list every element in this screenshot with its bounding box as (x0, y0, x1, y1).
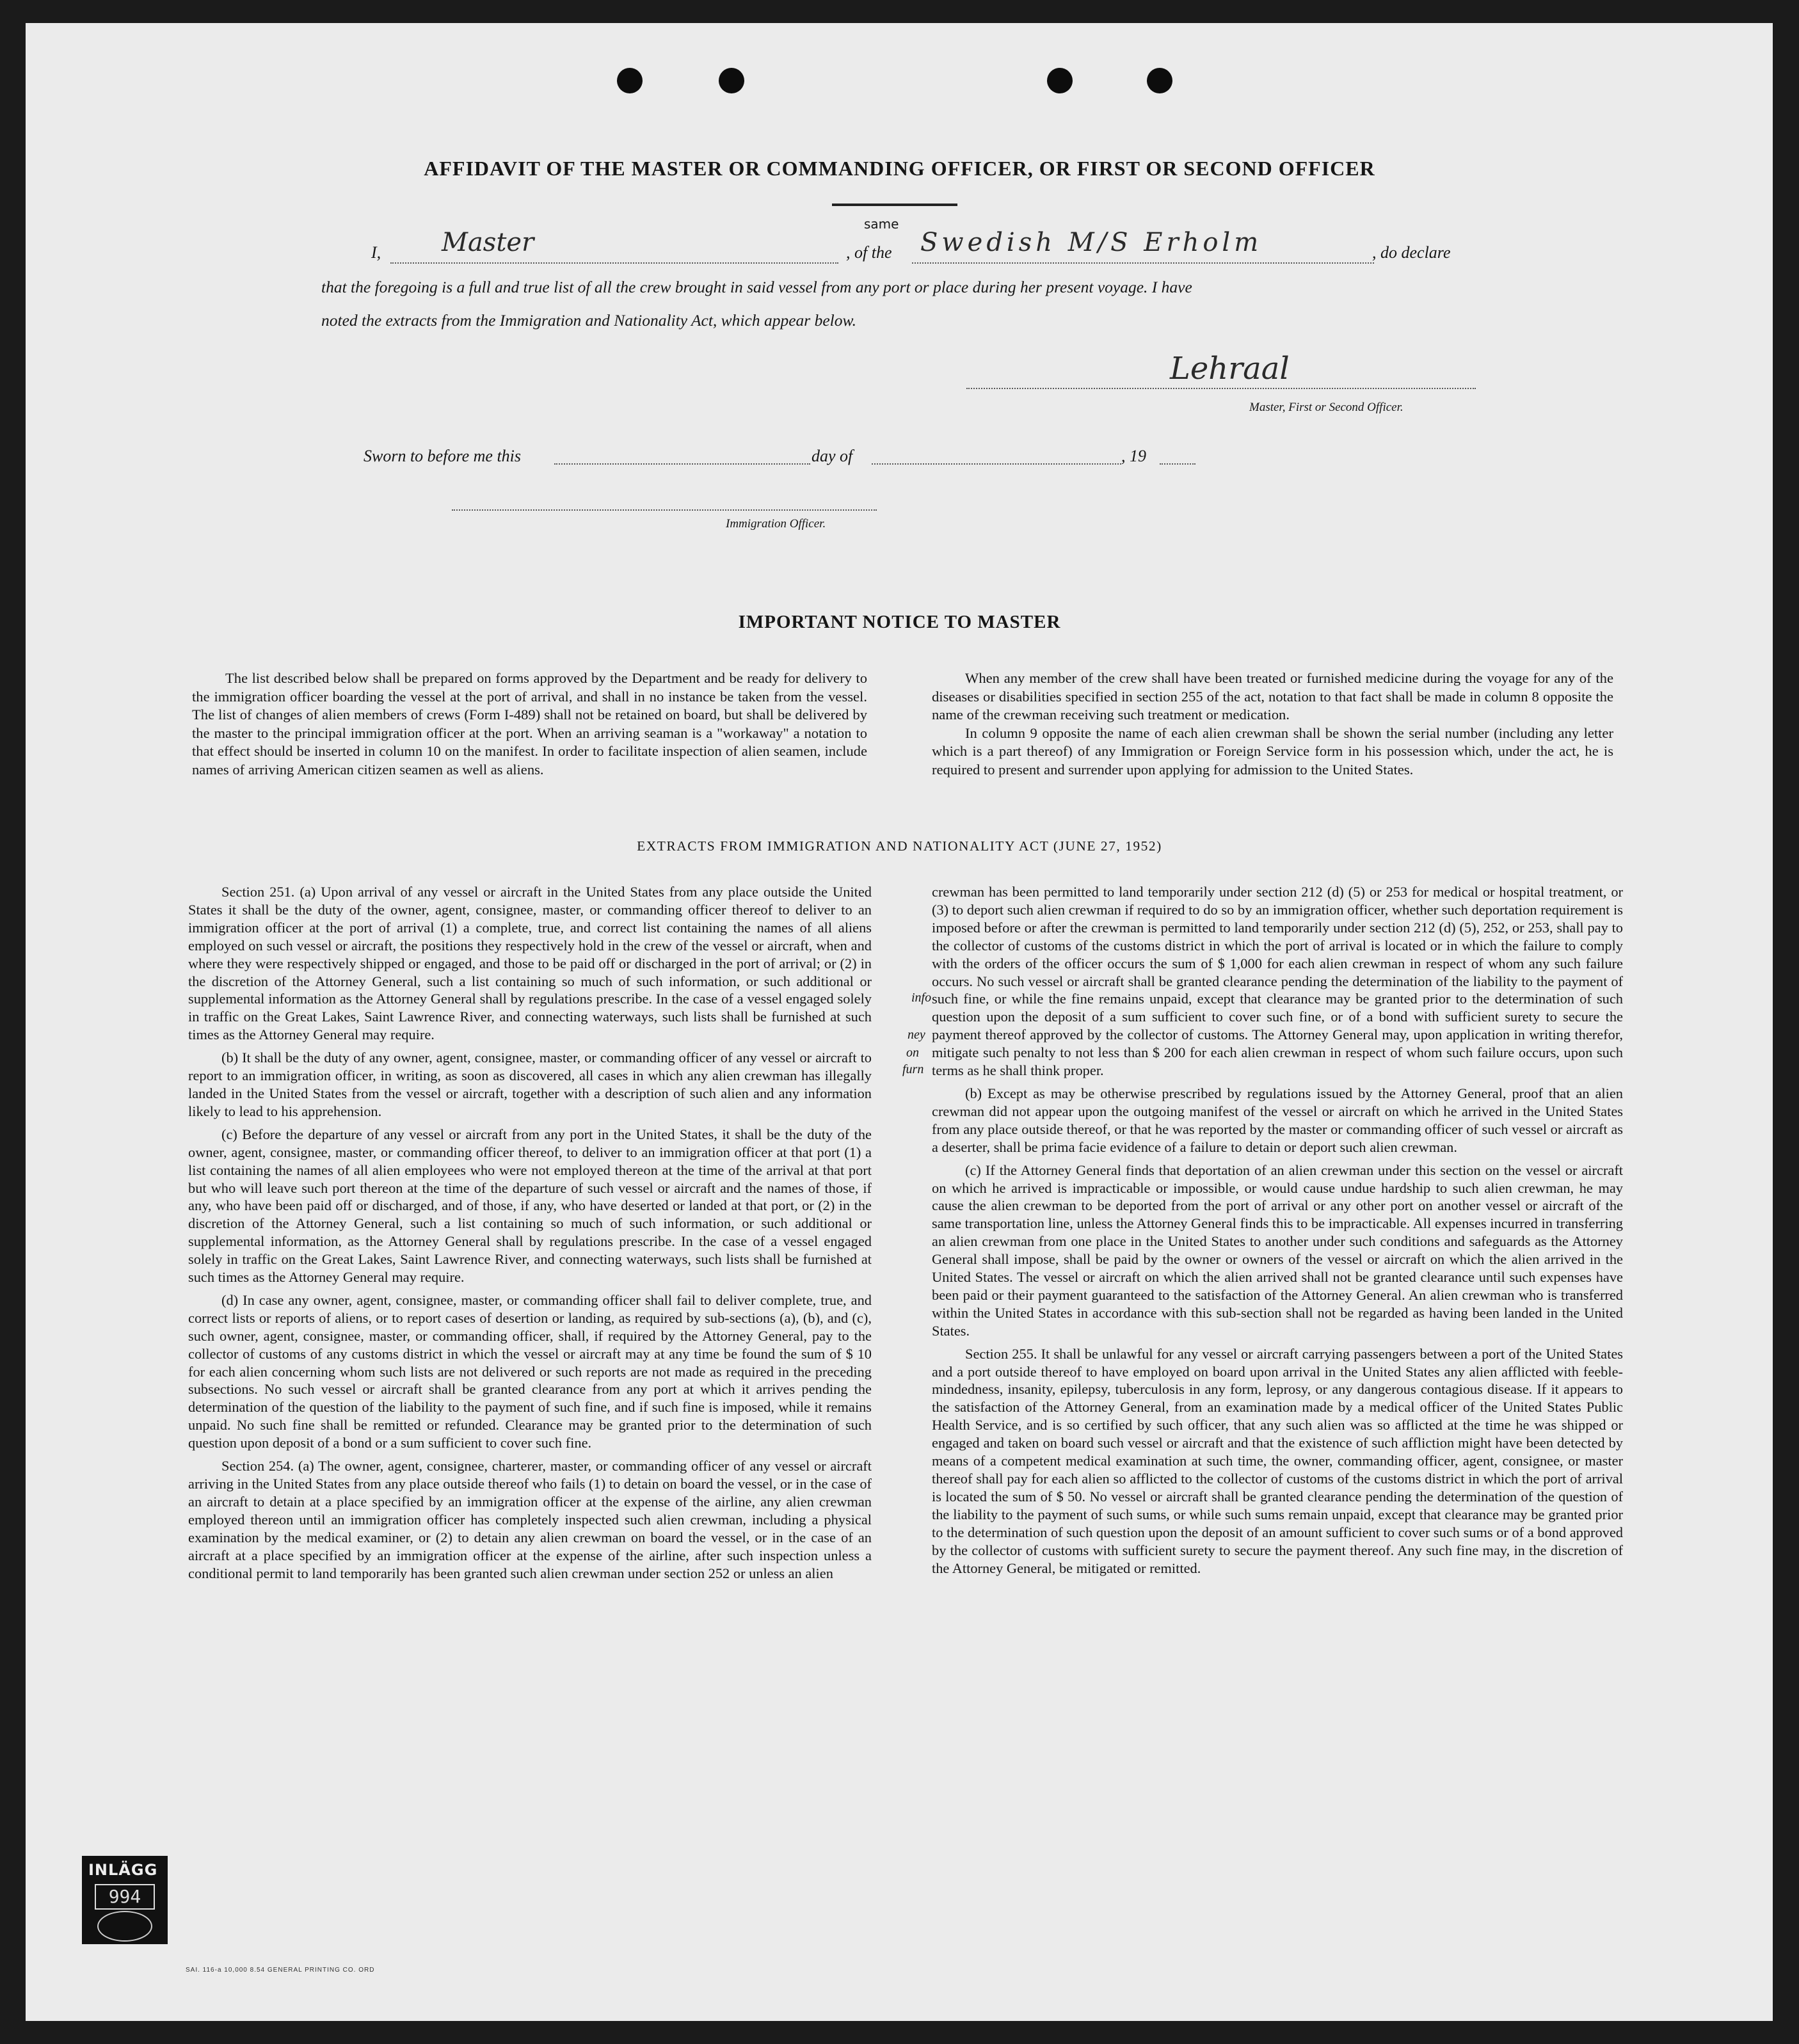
margin-note: furn (902, 1062, 924, 1076)
punch-hole (1047, 68, 1073, 93)
act-section-paragraph: (b) It shall be the duty of any owner, agent, consignee, master, or commanding officer of any vessel or aircraft to report to an immigration officer, in writing, as soon as discovered, all cases in which any alien crewman has illegally landed in the United States from the vessel or aircraft, together with a description of such alien and any information likely to lead to his apprehension. (188, 1050, 872, 1119)
notice-right-column (932, 669, 1613, 779)
name-handwritten: Master (442, 228, 534, 257)
notice-paragraph: In column 9 opposite the name of each alien crewman shall be shown the serial number (including any letter which is a part thereof) of any Immigration or Foreign Service form in his possession which, under the act, he is required to present and surrender upon applying for admission to the United States. (932, 724, 1613, 778)
form-footer-code: SAI. 116-a 10,000 8.54 GENERAL PRINTING CO. ORD (186, 1967, 375, 1974)
vessel-field-line (912, 262, 1374, 264)
stamp-title: INLÄGG (88, 1861, 158, 1879)
same-note: same (864, 216, 899, 232)
sworn-label: Sworn to before me this (364, 447, 522, 465)
margin-note: info (911, 991, 932, 1005)
sworn-year-line (1160, 463, 1195, 465)
extracts-right-column (932, 883, 1623, 1577)
affidavit-line-2: that the foregoing is a full and true list of all the crew brought in said vessel from any port or place during her present voyage. I have (321, 278, 1192, 296)
of-the-label: , of the (846, 243, 892, 262)
name-field-line (390, 262, 838, 264)
master-signature: Lehraal (1170, 351, 1290, 387)
i-label: I, (371, 243, 381, 262)
margin-note: on (906, 1046, 919, 1060)
act-section-paragraph: (c) If the Attorney General finds that deportation of an alien crewman under this section on the vessel or aircraft on which he arrived is impracticable or impossible, or would cause undue hardship to such alien crewman, he may cause the alien crewman to be deported from the port of arrival or any other port on another vessel or aircraft of the same transportation line, unless the Attorney General finds this to be impracticable. All expenses incurred in transferring an alien crewman from one place in the United States to another under such conditions and safeguards as the Attorney General shall impose, shall be paid by the owner or owners of the vessel or aircraft on which the alien arrived in the United States. The vessel or aircraft on which the alien arrived shall not be granted clearance until such expenses have been paid or their payment guaranteed to the satisfaction of the Attorney General. An alien crewman who is transferred within the United States in accordance with this sub-section shall not be regarded as having been landed in the United States. (932, 1162, 1623, 1339)
officer-caption: Immigration Officer. (726, 517, 826, 531)
act-section-paragraph: Section 255. It shall be unlawful for any vessel or aircraft carrying passengers between a port of the United States and a port outside thereof to have employed on board upon arrival in the United States any alien afflicted with feeble-mindedness, insanity, epilepsy, tuberculosis in any form, leprosy, or any dangerous contagious disease. If it appears to the satisfaction of the Attorney General, from an examination made by a medical officer of the United States Public Health Service, and is so certified by such officer, that any such alien was so afflicted at the time he was shipped or engaged and taken on board such vessel or aircraft and that the existence of such affliction might have been detected by means of a competent medical examination at such time, the owner, commanding officer, agent, consignee, or master thereof shall pay for each alien so afflicted to the collector of customs of the customs district in which the port of arrival is located the sum of $ 50. No vessel or aircraft shall be granted clearance pending the determination of the question of the liability to the payment of such sums, or while such sums remain unpaid, except that clearance may be granted prior to the determination of such question upon the deposit of an amount sufficient to cover such sums or of a bond approved by the collector of customs with sufficient surety to secure the payment thereof. Any such fine may, in the discretion of the Attorney General, be mitigated or remitted. (932, 1345, 1623, 1576)
do-declare: , do declare (1372, 243, 1451, 262)
notice-paragraph: When any member of the crew shall have been treated or furnished medicine during the voyage for any of the diseases or disabilities specified in section 255 of the act, notation to that fact shall be made in column 8 opposite the name of the crewman receiving such treatment or medication. (932, 670, 1613, 723)
signature-line (966, 388, 1476, 389)
act-section-paragraph: (b) Except as may be otherwise prescribed by regulations issued by the Attorney General, proof that an alien crewman did not appear upon the outgoing manifest of the vessel or aircraft on which he arrived in the United States from any place outside thereof, or that he was reported by the master or commanding officer of such vessel or aircraft as a deserter, shall be prima facie evidence of a failure to detain or deport such alien crewman. (932, 1085, 1623, 1155)
act-section-paragraph: (d) In case any owner, agent, consignee, master, or commanding officer shall fail to deliver complete, true, and correct lists or reports of aliens, or to report cases of desertion or landing, as required by sub-sections (a), (b), and (c), such owner, agent, consignee, master, or commanding officer, shall, if required by the Attorney General, pay to the collector of customs of any customs district in which the vessel or aircraft may at any time be found the sum of $ 10 for each alien concerning whom such lists are not delivered or such reports are not made as required in the preceding subsections. No such vessel or aircraft shall be granted clearance from any port at which it arrives pending the determination of the question of the liability to the payment of such fine, and if such fine is imposed, while it remains unpaid. No such fine shall be remitted or refunded. Clearance may be granted prior to the determination of such question upon deposit of a bond or a sum sufficient to cover such fine. (188, 1291, 872, 1451)
extracts-heading: EXTRACTS FROM IMMIGRATION AND NATIONALITY ACT (JUNE 27, 1952) (637, 838, 1162, 854)
punch-hole (719, 68, 744, 93)
year-label: , 19 (1121, 447, 1146, 465)
punch-hole (617, 68, 643, 93)
notice-paragraph: The list described below shall be prepared on forms approved by the Department and be ready for delivery to the immigration officer boarding the vessel at the port of arrival, and shall in no instance be taken from the vessel. The list of changes of alien members of crews (Form I-489) shall not be retained on board, but shall be delivered by the master to the principal immigration officer at the port. When an arriving seaman is a "workaway" a notation to that effect should be inserted in column 10 on the manifest. In order to facilitate inspection of alien seamen, include names of arriving American citizen seamen as well as aliens. (192, 670, 867, 778)
stamp-number: 994 (95, 1884, 155, 1910)
act-section-paragraph: Section 254. (a) The owner, agent, consignee, charterer, master, or commanding officer of any vessel or aircraft arriving in the United States from any place outside thereof who fails (1) to detain on board the vessel, or in the case of an aircraft to detain at a place specified by an immigration officer at the expense of the airline, any alien crewman employed thereon until an immigration officer has completely inspected such alien crewman, including a physical examination by the medical examiner, or (2) to detain any alien crewman on board the vessel, or in the case of an aircraft at a place specified by an immigration officer at the expense of the airline, after such inspection unless a conditional permit to land temporarily has been granted such alien crewman under section 252 or unless an alien (188, 1458, 872, 1581)
signature-caption: Master, First or Second Officer. (1249, 401, 1403, 414)
act-section-paragraph: crewman has been permitted to land temporarily under section 212 (d) (5) or 253 for medical or hospital treatment, or (3) to deport such alien crewman if required to do so by an immigration officer, whether such deportation requirement is imposed before or after the crewman is permitted to land temporarily under section 212 (d) (5), 252, or 253, shall pay to the collector of customs of the customs district in which the port of arrival is located or in which the failure to comply with the orders of the officer occurs the sum of $ 1,000 for each alien crewman in respect of whom any such failure occurs. No such vessel or aircraft shall be granted clearance pending the determination of the liability to the payment of such fine, or while the fine remains unpaid, except that clearance may be granted prior to the determination of such question upon the deposit of a sum sufficient to cover such fine, or of a bond with sufficient surety to secure the payment thereof approved by the collector of customs. The Attorney General may, upon application in writing therefor, mitigate such penalty to not less than $ 200 for each alien crewman in respect of whom such failure occurs, upon such terms as he shall think proper. (932, 884, 1623, 1079)
notice-left-column (192, 669, 867, 779)
officer-signature-line (452, 509, 877, 511)
title-rule (832, 204, 957, 206)
sworn-day-line (554, 463, 810, 465)
affidavit-line-3: noted the extracts from the Immigration and Nationality Act, which appear below. (321, 311, 856, 330)
day-label: day of (812, 447, 853, 465)
affidavit-title: AFFIDAVIT OF THE MASTER OR COMMANDING OFFICER, OR FIRST OR SECOND OFFICER (424, 157, 1375, 180)
act-section-paragraph: Section 251. (a) Upon arrival of any vessel or aircraft in the United States from any place outside the United States it shall be the duty of the owner, agent, consignee, master, or commanding officer thereof to deliver to an immigration officer at the port of arrival (1) a complete, true, and correct list containing the names of all aliens employed on such vessel or aircraft, the positions they respectively hold in the crew of the vessel or aircraft, when and where they were respectively shipped or engaged, and those to be paid off or discharged in the port of arrival; or (2) in the discretion of the Attorney General, such a list containing so much of such information, or such additional or supplemental information as the Attorney General shall by regulations prescribe. In the case of a vessel engaged solely in traffic on the Great Lakes, Saint Lawrence River, and connecting waterways, such lists shall be furnished at such times as the Attorney General may require. (188, 884, 872, 1043)
extracts-left-column (188, 883, 872, 1582)
notice-heading: IMPORTANT NOTICE TO MASTER (738, 612, 1061, 632)
inlagg-stamp (82, 1856, 168, 1944)
sworn-month-line (872, 463, 1121, 465)
stamp-ring-seal (97, 1911, 152, 1942)
margin-note: ney (907, 1028, 925, 1042)
vessel-handwritten: Swedish M/S Erholm (920, 228, 1263, 257)
act-section-paragraph: (c) Before the departure of any vessel or aircraft from any port in the United States, it shall be the duty of the owner, agent, consignee, master, or commanding officer thereof, to deliver to an immigration officer at that port (1) a list containing the names of all alien employees who were not employed thereon at the time of the arrival at that port but who will leave such port thereon at the time of the departure of such vessel or aircraft and the names of those, if any, who have been paid off or discharged, and of those, if any, who have deserted or landed at that port, or (2) in the discretion of the Attorney General, such a list containing so much of such information, or such additional or supplemental information, as the Attorney General shall by regulations prescribe. In the case of a vessel engaged solely in traffic on the Great Lakes, Saint Lawrence River, and connecting waterways, such lists shall be furnished at such times as the Attorney General may require. (188, 1126, 872, 1286)
punch-hole (1147, 68, 1172, 93)
